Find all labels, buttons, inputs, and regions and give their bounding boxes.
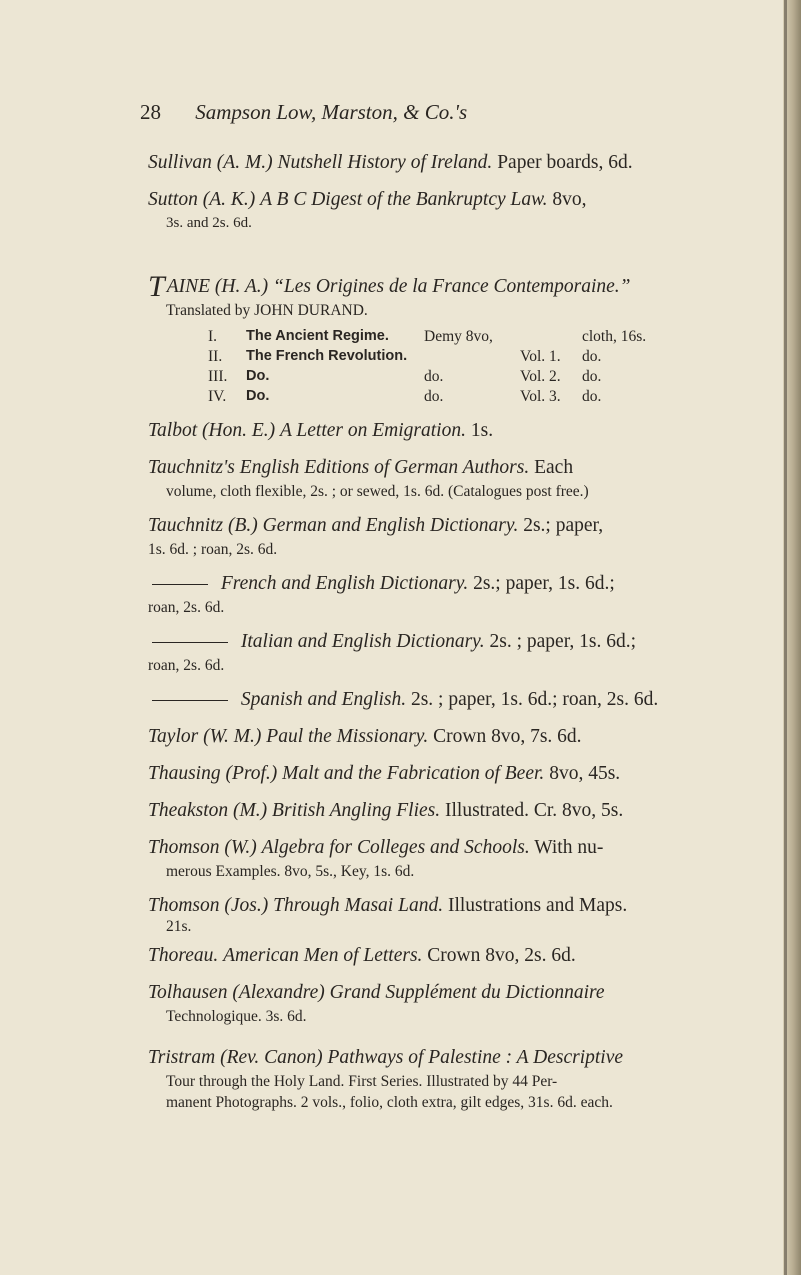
ditto-dash: [152, 700, 228, 701]
entry-continuation: roan, 2s. 6d.: [148, 599, 225, 616]
entry-thomson-algebra: [148, 835, 766, 882]
entry-title: American Men of Letters.: [223, 945, 423, 966]
volume-price: cloth, 16s.: [582, 328, 647, 345]
entry-initials: (B.): [228, 515, 258, 536]
entry-theakston: [148, 798, 766, 824]
entry-sullivan: [148, 150, 766, 176]
entry-tolhausen: [148, 980, 766, 1027]
entry-continuation: manent Photographs. 2 vols., folio, cloth extra, gilt edges, 31s. 6d. each.: [166, 1094, 613, 1111]
entry-price: Paper boards, 6d.: [497, 152, 633, 173]
entry-author: Theakston: [148, 800, 229, 821]
entry-initials: (M.): [233, 800, 268, 821]
entry-initials: (Alexandre): [232, 982, 325, 1003]
running-header: [140, 100, 760, 125]
entry-continuation: 21s.: [166, 918, 192, 935]
entry-author: Talbot: [148, 420, 198, 441]
entry-continuation: 1s. 6d. ; roan, 2s. 6d.: [148, 541, 278, 558]
entry-taylor: [148, 724, 766, 750]
entry-continuation: volume, cloth flexible, 2s. ; or sewed, 1s. 6d. (Catalogues post free.): [166, 483, 589, 500]
entry-continuation: Tour through the Holy Land. First Series. Illustrated by 44 Per-: [166, 1073, 558, 1090]
volume-vol: [520, 327, 582, 347]
entry-author: Thausing: [148, 763, 221, 784]
entry-initials: (Hon. E.): [202, 420, 276, 441]
entry-italian-dictionary: [148, 629, 766, 676]
volume-vol: Vol. 3.: [520, 388, 561, 405]
table-row: [208, 347, 662, 367]
volume-format: do.: [424, 368, 444, 385]
entry-title: Algebra for Colleges and Schools.: [261, 837, 530, 858]
entry-format: 8vo,: [552, 189, 587, 210]
entry-french-dictionary: [148, 571, 766, 618]
entry-tauchnitz-editions: [148, 455, 766, 502]
entry-sutton: [148, 187, 766, 234]
entry-initials: (Jos.): [224, 895, 269, 916]
entry-title: German and English Dictionary.: [262, 515, 519, 536]
entry-title: Malt and the Fabrication of Beer.: [282, 763, 545, 784]
entry-author: Thomson: [148, 895, 220, 916]
entry-title: French and English Dictionary.: [220, 573, 469, 594]
running-title: Sampson Low, Marston, & Co.'s: [195, 100, 468, 124]
entry-initials: (W.): [224, 837, 257, 858]
entry-initials: (Rev. Canon): [220, 1047, 323, 1068]
entry-talbot: [148, 418, 766, 444]
volume-price: do.: [582, 368, 602, 385]
entry-author: Tauchnitz: [148, 515, 224, 536]
entry-author: Tristram: [148, 1047, 216, 1068]
entry-title: “Les Origines de la France Contemporaine.”: [273, 276, 631, 297]
entry-title: Paul the Missionary.: [266, 726, 429, 747]
entry-price: 2s. ; paper, 1s. 6d.;: [489, 631, 637, 652]
entry-initials: (A. M.): [216, 152, 273, 173]
page-edge-line: [784, 0, 787, 1275]
entry-author: AINE: [166, 276, 211, 297]
entry-price: 2s. ; paper, 1s. 6d.; roan, 2s. 6d.: [410, 689, 659, 710]
volume-number: III.: [208, 368, 228, 385]
entry-title: English Editions of German Authors.: [239, 457, 530, 478]
volume-price: do.: [582, 348, 602, 365]
volume-vol: Vol. 1.: [520, 348, 561, 365]
volume-format: do.: [424, 388, 444, 405]
table-row: [208, 367, 662, 387]
entry-title: Pathways of Palestine : A Descriptive: [327, 1047, 624, 1068]
entry-price: 2s.; paper,: [523, 515, 604, 536]
entry-author: Tolhausen: [148, 982, 228, 1003]
entry-thausing: [148, 761, 766, 787]
catalogue-content: [148, 150, 766, 1124]
entry-title: British Angling Flies.: [272, 800, 441, 821]
entry-thomson-masai: [148, 893, 766, 934]
entry-title: A B C Digest of the Bankruptcy Law.: [260, 189, 548, 210]
entry-author: Thoreau.: [148, 945, 219, 966]
entry-price: 2s.; paper, 1s. 6d.;: [473, 573, 615, 594]
entry-spanish-dictionary: [148, 687, 766, 713]
ditto-dash: [152, 584, 208, 585]
entry-format: Each: [534, 457, 574, 478]
entry-initials: (Prof.): [225, 763, 278, 784]
entry-author: Sullivan: [148, 152, 212, 173]
entry-author: Tauchnitz's: [148, 457, 235, 478]
entry-price: Crown 8vo, 7s. 6d.: [433, 726, 582, 747]
entry-continuation: roan, 2s. 6d.: [148, 657, 225, 674]
entry-title: Spanish and English.: [240, 689, 407, 710]
volume-table: [208, 327, 662, 407]
entry-title: A Letter on Emigration.: [280, 420, 466, 441]
entry-format: With nu-: [534, 837, 604, 858]
entry-price: Crown 8vo, 2s. 6d.: [427, 945, 576, 966]
entry-thoreau: [148, 943, 766, 969]
entry-initials: (A. K.): [202, 189, 256, 210]
ditto-dash: [152, 642, 228, 643]
entry-initials: (W. M.): [203, 726, 262, 747]
entry-author: Sutton: [148, 189, 198, 210]
volume-format: Demy 8vo,: [424, 328, 493, 345]
entry-price: 1s.: [470, 420, 494, 441]
volume-format: [424, 347, 520, 367]
entry-title: Italian and English Dictionary.: [240, 631, 485, 652]
entry-taine: [148, 270, 766, 407]
drop-cap: T: [148, 270, 165, 303]
entry-title: Nutshell History of Ireland.: [277, 152, 493, 173]
table-row: [208, 327, 662, 347]
entry-continuation: 3s. and 2s. 6d.: [166, 215, 252, 231]
entry-title: Grand Supplément du Dictionnaire: [329, 982, 605, 1003]
volume-number: I.: [208, 328, 218, 345]
entry-title: Through Masai Land.: [273, 895, 444, 916]
volume-title: The Ancient Regime.: [246, 328, 389, 344]
volume-vol: Vol. 2.: [520, 368, 561, 385]
entry-format: Illustrations and Maps.: [447, 895, 628, 916]
entry-continuation: Technologique. 3s. 6d.: [166, 1008, 307, 1025]
entry-continuation: merous Examples. 8vo, 5s., Key, 1s. 6d.: [166, 863, 415, 880]
volume-number: II.: [208, 348, 223, 365]
table-row: [208, 387, 662, 407]
entry-translator: Translated by JOHN DURAND.: [166, 302, 368, 319]
volume-price: do.: [582, 388, 602, 405]
entry-price: Illustrated. Cr. 8vo, 5s.: [445, 800, 624, 821]
page-number: 28: [140, 100, 161, 124]
volume-title: Do.: [246, 388, 270, 404]
entry-author: Taylor: [148, 726, 199, 747]
volume-title: The French Revolution.: [246, 348, 408, 364]
entry-tauchnitz-german: [148, 513, 766, 560]
entry-author: Thomson: [148, 837, 220, 858]
volume-number: IV.: [208, 388, 227, 405]
entry-initials: (H. A.): [214, 276, 269, 297]
volume-title: Do.: [246, 368, 270, 384]
entry-tristram: [148, 1045, 766, 1113]
entry-price: 8vo, 45s.: [549, 763, 621, 784]
